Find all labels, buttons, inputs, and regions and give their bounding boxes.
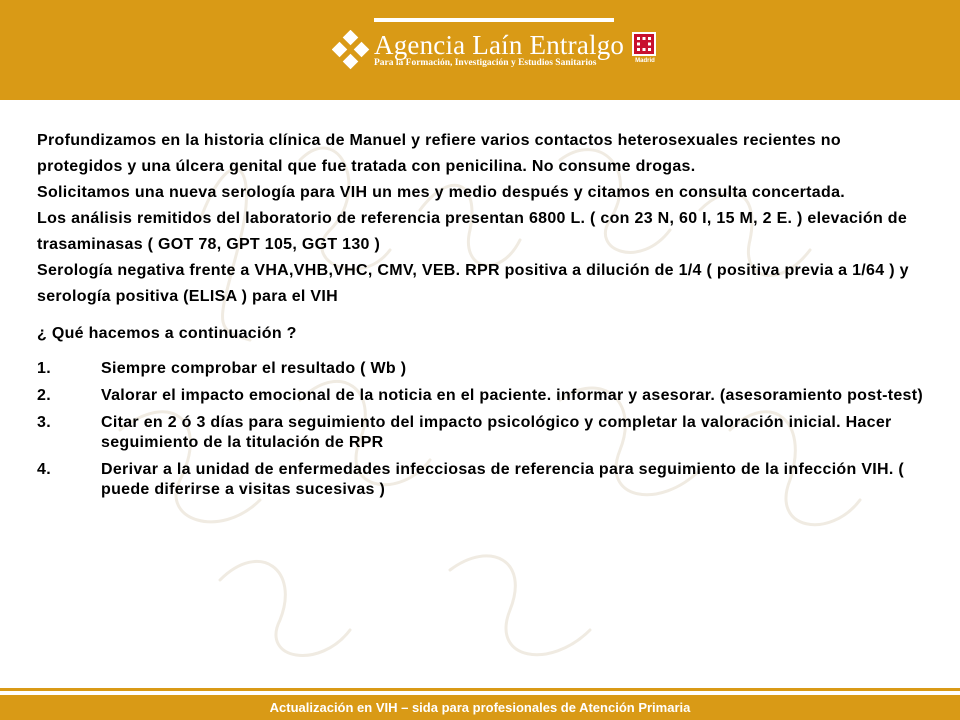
paragraph-serology-request: Solicitamos una nueva serología para VIH un mes y medio después y citamos en consulta concertada. <box>37 184 846 201</box>
list-item <box>37 359 927 379</box>
list-item-text: Citar en 2 ó 3 días para seguimiento del impacto psicológico y completar la valoración inicial. Hacer seguimiento de la titulación de RPR <box>101 414 892 451</box>
list-item-number: 1. <box>37 360 51 377</box>
logo-subtitle: Para la Formación, Investigación y Estudios Sanitarios <box>374 58 597 68</box>
list-item-number: 4. <box>37 461 51 478</box>
list-item <box>37 386 927 406</box>
list-item-text: Valorar el impacto emocional de la noticia en el paciente. informar y asesorar. (asesoramiento post-test) <box>101 387 923 404</box>
paragraph-history: Profundizamos en la historia clínica de Manuel y refiere varios contactos heterosexuales recientes no protegidos y una úlcera genital que fue tratada con penicilina. No consume drogas. <box>37 132 841 175</box>
agency-logo <box>332 30 677 74</box>
agency-cross-logo-icon <box>332 30 370 70</box>
options-list <box>37 359 927 500</box>
paragraph-lab-results: Los análisis remitidos del laboratorio de referencia presentan 6800 L. ( con 23 N, 60 I, 15 M, 2 E. ) elevación de trasaminasas ( GOT 78, GPT 105, GGT 130 ) <box>37 210 908 253</box>
madrid-stars-icon <box>632 32 656 56</box>
header-divider <box>374 18 614 22</box>
slide-content <box>37 128 927 507</box>
list-item-number: 3. <box>37 414 51 431</box>
list-item-text: Siempre comprobar el resultado ( Wb ) <box>101 360 407 377</box>
madrid-label: Madrid <box>635 58 655 64</box>
list-item <box>37 460 927 500</box>
list-item-text: Derivar a la unidad de enfermedades infecciosas de referencia para seguimiento de la infección VIH. ( puede diferirse a visitas sucesivas ) <box>101 461 905 498</box>
madrid-emblem <box>632 32 656 70</box>
logo-title: Agencia Laín Entralgo <box>374 30 625 60</box>
paragraph-serology-results: Serología negativa frente a VHA,VHB,VHC, CMV, VEB. RPR positiva a dilución de 1/4 ( positiva previa a 1/64 ) y serología positiva (ELISA ) para el VIH <box>37 262 909 305</box>
footer-banner: Actualización en VIH – sida para profesionales de Atención Primaria <box>0 695 960 720</box>
footer-divider <box>0 688 960 691</box>
list-item <box>37 413 927 453</box>
header-banner <box>0 0 960 100</box>
list-item-number: 2. <box>37 387 51 404</box>
question-prompt: ¿ Qué hacemos a continuación ? <box>37 325 297 342</box>
